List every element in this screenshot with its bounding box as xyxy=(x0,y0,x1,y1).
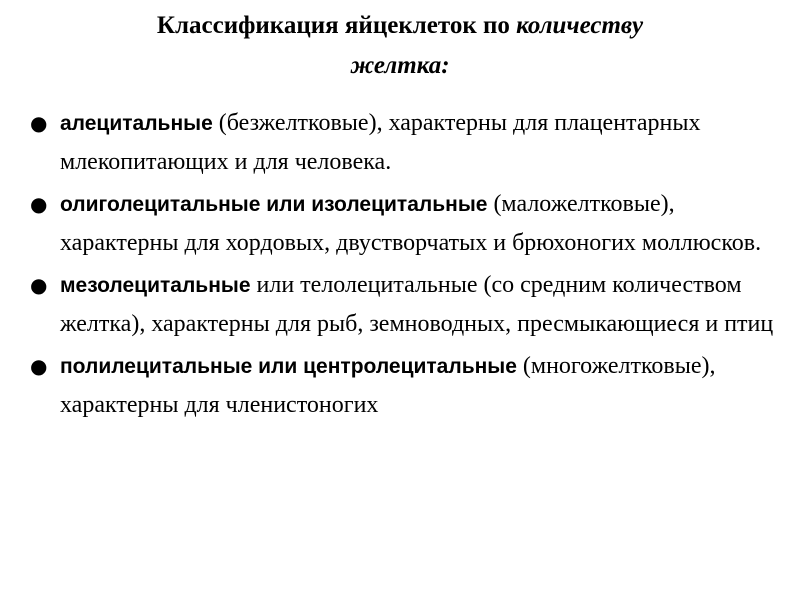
bullet-icon: ● xyxy=(30,273,48,297)
description-text: (многожелтковые), характерны для членистоногих xyxy=(60,353,716,418)
list-item-mesolecithal xyxy=(30,266,790,343)
term-label: мезолецитальные xyxy=(60,274,251,297)
term-label: полилецитальные или центролецитальные xyxy=(60,355,517,378)
title-italic-text: количеству xyxy=(516,12,644,39)
bullet-icon: ● xyxy=(30,192,48,216)
classification-list xyxy=(30,104,790,428)
slide-title xyxy=(0,6,800,86)
list-item-oligolecithal xyxy=(30,185,790,262)
title-italic-text-line2: желтка: xyxy=(350,52,450,79)
term-label: олиголецитальные или изолецитальные xyxy=(60,193,488,216)
title-text: Классификация яйцеклеток по xyxy=(156,12,517,39)
list-item-polylecithal xyxy=(30,347,790,424)
description-text: или телолецитальные (со средним количеством желтка), характерны для рыб, земноводных, пресмыкающиеся и птиц xyxy=(60,272,774,337)
bullet-icon: ● xyxy=(30,111,48,135)
bullet-icon: ● xyxy=(30,354,48,378)
description-text: (безжелтковые), характерны для плацентарных млекопитающих и для человека. xyxy=(60,110,701,175)
list-item-alecithal xyxy=(30,104,790,181)
term-label: алецитальные xyxy=(60,112,213,135)
description-text: (маложелтковые), характерны для хордовых, двустворчатых и брюхоногих моллюсков. xyxy=(60,191,762,256)
